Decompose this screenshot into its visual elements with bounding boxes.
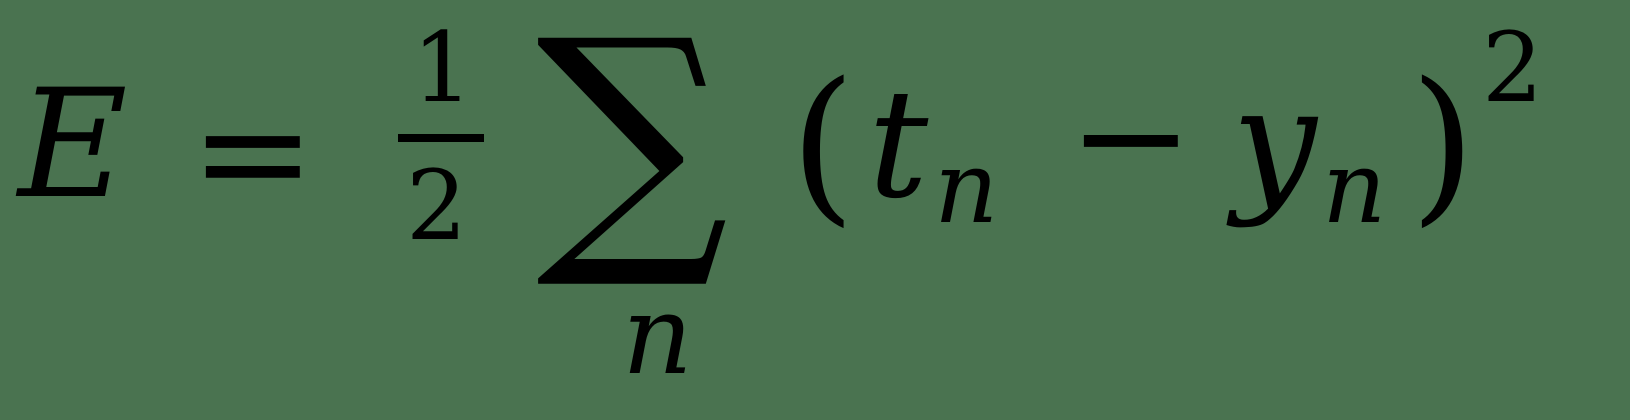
summation-index: n xyxy=(622,271,693,399)
equals-sign: = xyxy=(190,66,316,240)
minus-sign: − xyxy=(1068,50,1194,224)
equation-lhs-E: E xyxy=(18,58,128,232)
exponent: 2 xyxy=(1482,12,1544,124)
summation-symbol: ∑ xyxy=(536,0,729,296)
term-t: t xyxy=(868,58,929,232)
term-t-subscript: n xyxy=(934,129,999,246)
fraction-denominator: 2 xyxy=(406,150,468,262)
fraction-bar xyxy=(398,134,484,142)
term-y-subscript: n xyxy=(1322,129,1387,246)
open-parenthesis: ( xyxy=(790,46,856,242)
fraction-numerator: 1 xyxy=(412,12,474,124)
term-y: y xyxy=(1232,56,1317,230)
close-parenthesis: ) xyxy=(1410,46,1476,242)
